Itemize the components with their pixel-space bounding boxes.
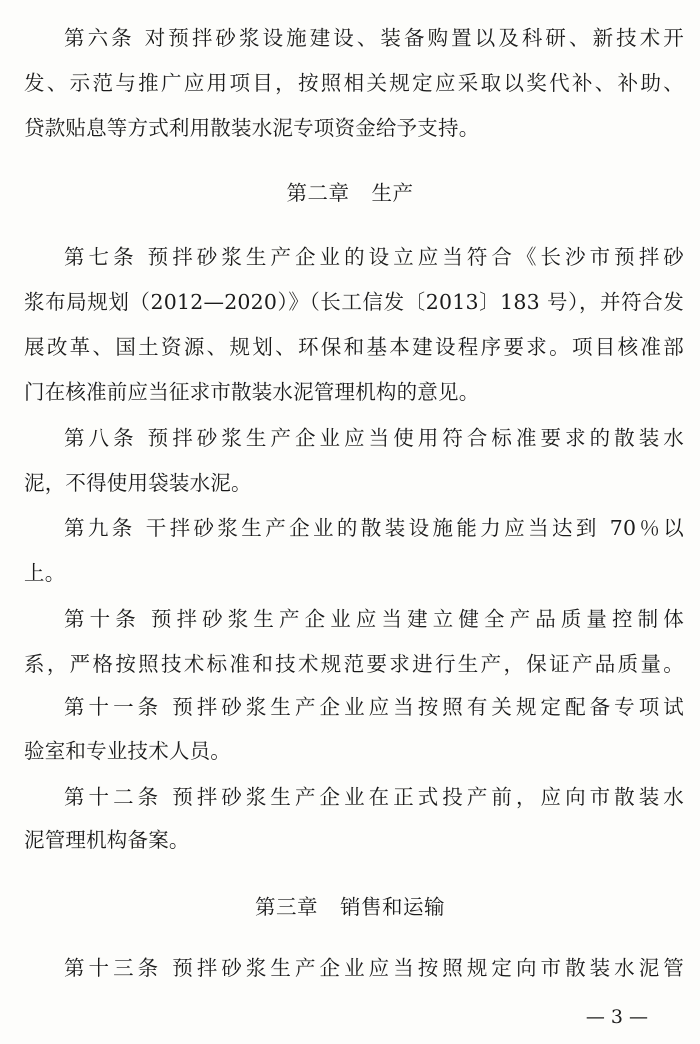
article-9-number: 第九条 bbox=[64, 516, 136, 540]
article-6-line-1: 第六条 对预拌砂浆设施建设、装备购置以及科研、新技术开 bbox=[64, 26, 684, 50]
article-12-line-2: 泥管理机构备案。 bbox=[24, 828, 190, 852]
chapter-2-heading: 第二章 生产 bbox=[286, 181, 414, 205]
article-11-line-1: 第十一条 预拌砂浆生产企业应当按照有关规定配备专项试 bbox=[64, 695, 684, 719]
article-7-number: 第七条 bbox=[64, 245, 138, 269]
article-9-line-2: 上。 bbox=[24, 561, 66, 585]
article-10-line-1: 第十条 预拌砂浆生产企业应当建立健全产品质量控制体 bbox=[64, 607, 684, 631]
article-6-line-3: 贷款贴息等方式利用散装水泥专项资金给予支持。 bbox=[24, 116, 480, 140]
article-10-number: 第十条 bbox=[64, 607, 141, 631]
article-10-line-2: 系，严格按照技术标准和技术规范要求进行生产，保证产品质量。 bbox=[24, 652, 684, 676]
article-13-line-1: 第十三条 预拌砂浆生产企业应当按照规定向市散装水泥管 bbox=[64, 956, 684, 980]
article-13-number: 第十三条 bbox=[64, 956, 163, 980]
article-7-line-3: 展改革、国土资源、规划、环保和基本建设程序要求。项目核准部 bbox=[24, 335, 684, 359]
article-7-line-2: 浆布局规划（2012—2020）》（长工信发〔2013〕183 号），并符合发 bbox=[24, 290, 684, 314]
article-8-line-1: 第八条 预拌砂浆生产企业应当使用符合标准要求的散装水 bbox=[64, 426, 684, 450]
article-7-line-4: 门在核准前应当征求市散装水泥管理机构的意见。 bbox=[24, 380, 480, 404]
article-8-line-2: 泥，不得使用袋装水泥。 bbox=[24, 471, 252, 495]
article-6-line-2: 发、示范与推广应用项目，按照相关规定应采取以奖代补、补助、 bbox=[24, 71, 684, 95]
article-6-number: 第六条 bbox=[64, 26, 135, 50]
article-12-number: 第十二条 bbox=[64, 785, 163, 809]
article-11-number: 第十一条 bbox=[64, 695, 163, 719]
article-11-line-2: 验室和专业技术人员。 bbox=[24, 739, 231, 763]
article-7-line-1: 第七条 预拌砂浆生产企业的设立应当符合《长沙市预拌砂 bbox=[64, 245, 684, 269]
chapter-3-heading: 第三章 销售和运输 bbox=[255, 895, 445, 919]
article-12-line-1: 第十二条 预拌砂浆生产企业在正式投产前，应向市散装水 bbox=[64, 785, 684, 809]
article-8-number: 第八条 bbox=[64, 426, 138, 450]
page-number: — 3 — bbox=[585, 1006, 648, 1028]
article-9-line-1: 第九条 干拌砂浆生产企业的散装设施能力应当达到 70％以 bbox=[64, 516, 684, 540]
